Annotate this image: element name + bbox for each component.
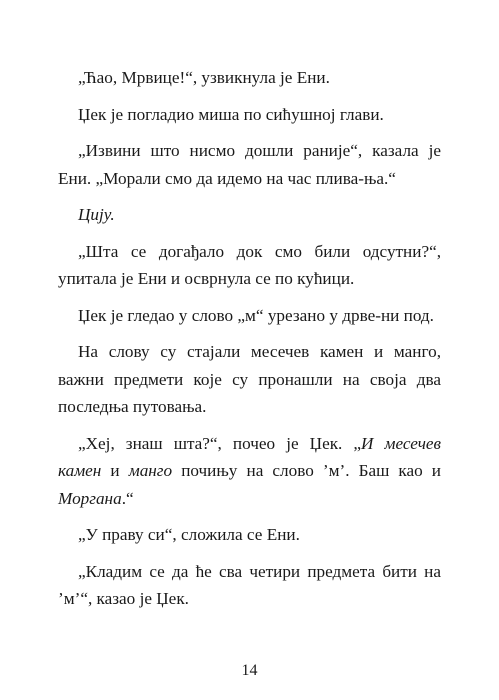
- text-segment: почињу на слово ’м’. Баш као и: [172, 461, 441, 480]
- paragraph: [58, 430, 441, 513]
- text-segment: и: [101, 461, 129, 480]
- text-segment: „Кладим се да ће сва четири предмета бити на ’м’“, казао је Џек.: [58, 561, 441, 608]
- text-segment: .“: [121, 488, 134, 508]
- text-segment-italic: Моргана: [58, 488, 122, 508]
- paragraph: [58, 238, 441, 293]
- text-segment: „Хеј, знаш шта?“, почео је Џек. „: [78, 433, 362, 453]
- paragraph: [58, 338, 441, 421]
- paragraph: [58, 137, 441, 192]
- text-segment-italic: манго: [128, 461, 173, 480]
- paragraph: [58, 201, 441, 229]
- paragraph: [58, 521, 441, 549]
- text-segment: Џек је гледао у слово „м“ урезано у дрве-ни под.: [78, 305, 434, 325]
- text-segment: „Извини што нисмо дошли раније“, казала је Ени. „Морали смо да идемо на час плива-ња.“: [58, 141, 441, 188]
- paragraph: [58, 101, 441, 129]
- text-segment: Џек је погладио миша по сићушној глави.: [78, 104, 384, 124]
- paragraph: [58, 64, 441, 92]
- text-segment-italic: Цију.: [78, 205, 115, 224]
- text-segment: На слову су стајали месечев камен и манго, важни предмети које су пронашли на своја два последња путовања.: [58, 342, 441, 416]
- paragraph: [58, 302, 441, 330]
- text-segment: „Ћао, Мрвице!“, узвикнула је Ени.: [78, 68, 330, 87]
- text-segment: „У праву си“, сложила се Ени.: [78, 525, 300, 544]
- text-segment-italic: И месечев камен: [58, 433, 441, 480]
- paragraph: [58, 558, 441, 613]
- text-segment: „Шта се догађало док смо били одсутни?“, упитала је Ени и осврнула се по кућици.: [58, 241, 441, 288]
- page-number: 14: [241, 662, 258, 679]
- page-body: [58, 64, 441, 622]
